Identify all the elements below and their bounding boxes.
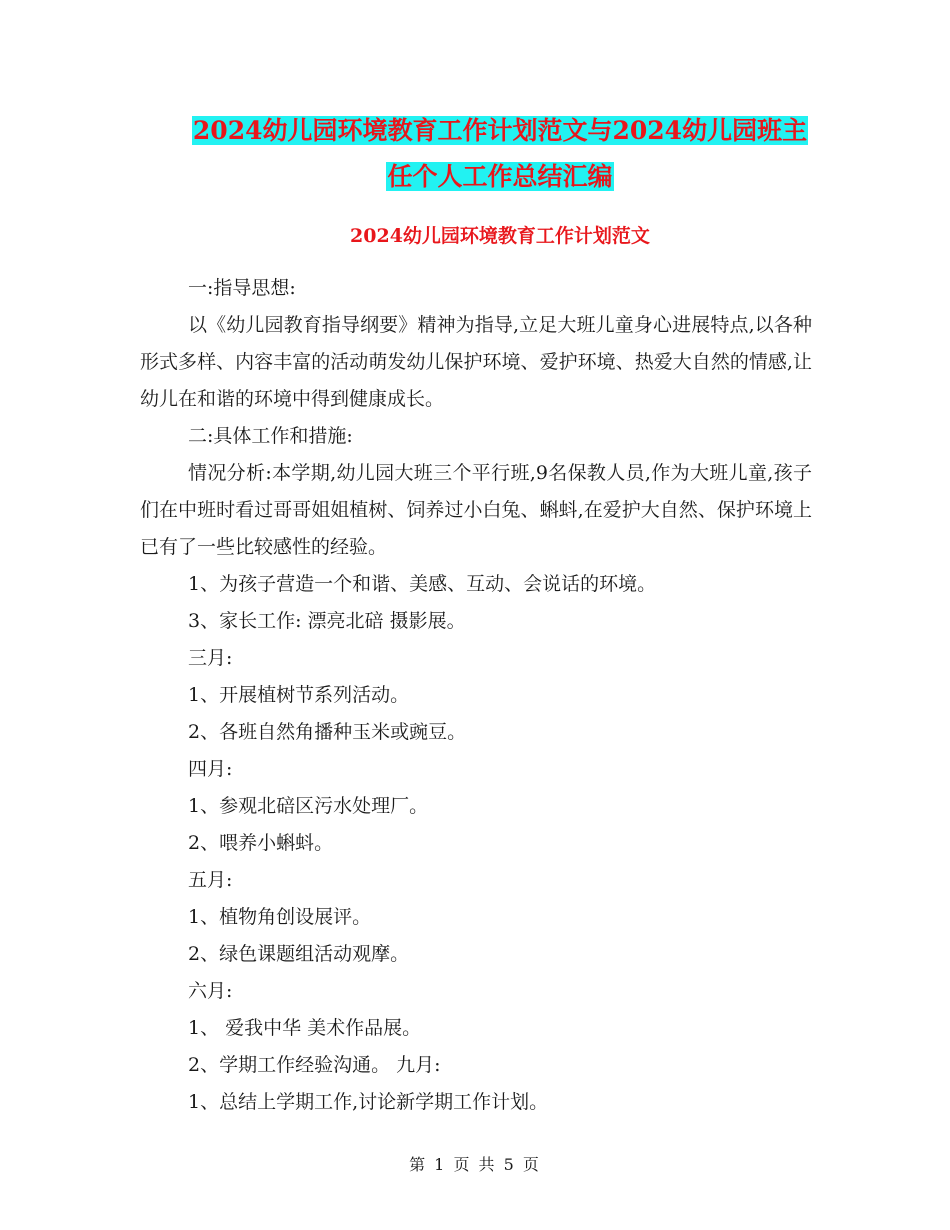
document-title-line-1: 2024幼儿园环境教育工作计划范文与2024幼儿园班主	[192, 116, 808, 145]
document-title	[140, 108, 860, 200]
paragraph: 1、参观北碚区污水处理厂。	[188, 795, 429, 817]
paragraph: 二:具体工作和措施:	[188, 425, 353, 447]
paragraph: 五月:	[188, 869, 233, 891]
paragraph: 2、喂养小蝌蚪。	[188, 832, 334, 854]
paragraph: 情况分析:本学期,幼儿园大班三个平行班,9名保教人员,作为大班儿童,孩子们在中班时看过哥哥姐姐植树、饲养过小白兔、蝌蚪,在爱护大自然、保护环境上已有了一些比较感性的经验。	[140, 462, 812, 558]
page-footer: 第 1 页 共 5 页	[409, 1155, 541, 1174]
document-body	[140, 270, 812, 1121]
paragraph: 1、植物角创设展评。	[188, 906, 372, 928]
paragraph: 3、家长工作: 漂亮北碚 摄影展。	[188, 610, 466, 632]
paragraph: 1、为孩子营造一个和谐、美感、互动、会说话的环境。	[188, 573, 657, 595]
paragraph: 2、各班自然角播种玉米或豌豆。	[188, 721, 467, 743]
paragraph: 2、绿色课题组活动观摩。	[188, 943, 410, 965]
paragraph: 1、开展植树节系列活动。	[188, 684, 410, 706]
paragraph: 2、学期工作经验沟通。 九月:	[188, 1054, 441, 1076]
paragraph: 四月:	[188, 758, 233, 780]
paragraph: 1、 爱我中华 美术作品展。	[188, 1017, 422, 1039]
paragraph: 以《幼儿园教育指导纲要》精神为指导,立足大班儿童身心进展特点,以各种形式多样、内容丰富的活动萌发幼儿保护环境、爱护环境、热爱大自然的情感,让幼儿在和谐的环境中得到健康成长。	[140, 314, 812, 410]
paragraph: 1、总结上学期工作,讨论新学期工作计划。	[188, 1091, 549, 1113]
paragraph: 三月:	[188, 647, 233, 669]
section-title: 2024幼儿园环境教育工作计划范文	[350, 225, 650, 247]
paragraph: 一:指导思想:	[188, 277, 296, 299]
paragraph: 六月:	[188, 980, 233, 1002]
document-title-line-2: 任个人工作总结汇编	[387, 162, 613, 191]
